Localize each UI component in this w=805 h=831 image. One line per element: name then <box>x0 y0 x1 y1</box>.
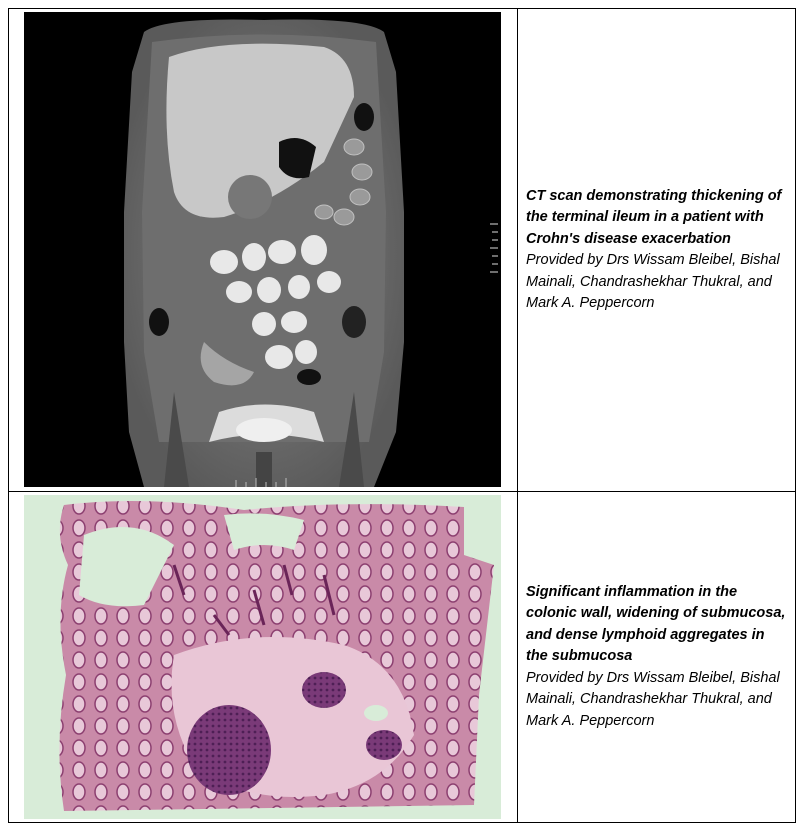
histology-image <box>24 495 501 819</box>
caption-title: Significant inflammation in the colonic wall, widening of submucosa, and dense lymphoid aggregates in the submucosa <box>526 583 786 665</box>
table-row <box>9 9 795 492</box>
image-cell <box>9 492 517 822</box>
caption-title: CT scan demonstrating thickening of the terminal ileum in a patient with Crohn's disease exacerbation <box>526 187 782 247</box>
caption-credit: Provided by Drs Wissam Bleibel, Bishal Mainali, Chandrashekhar Thukral, and Mark A. Peppercorn <box>526 669 780 729</box>
caption-cell <box>518 492 795 822</box>
caption-cell <box>518 9 795 491</box>
table-row <box>9 492 795 822</box>
caption-credit: Provided by Drs Wissam Bleibel, Bishal Mainali, Chandrashekhar Thukral, and Mark A. Peppercorn <box>526 252 780 311</box>
ct-scan-image <box>24 12 501 487</box>
image-cell <box>9 9 517 491</box>
figure-table <box>8 8 796 823</box>
